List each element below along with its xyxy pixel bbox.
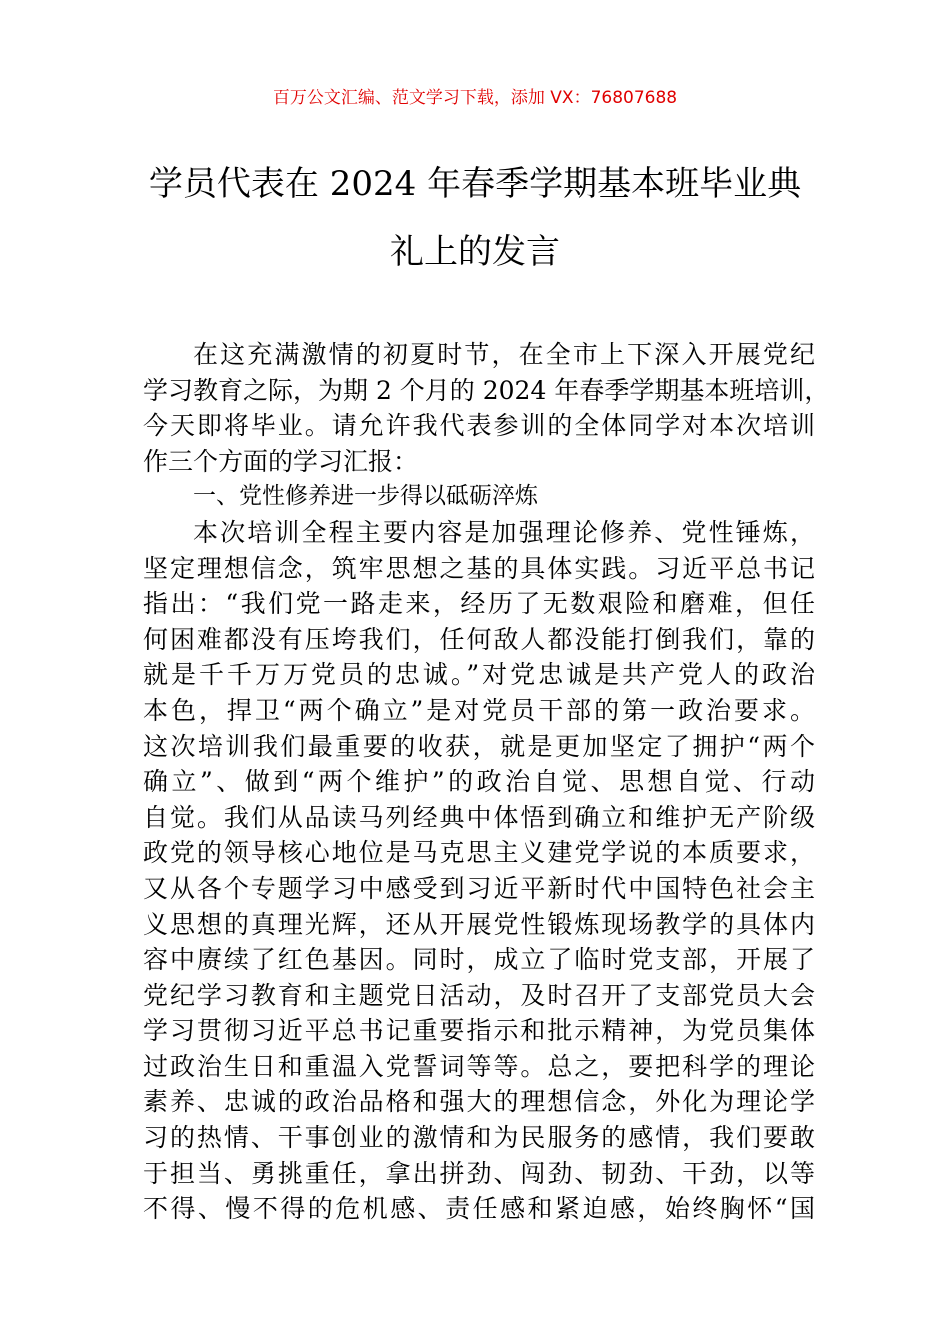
watermark-text: 百万公文汇编、范文学习下载，添加 VX：76807688 bbox=[272, 88, 678, 108]
text-line: 过政治生日和重温入党誓词等等。总之，要把科学的理论 bbox=[143, 1051, 815, 1081]
text-line: 不得、慢不得的危机感、责任感和紧迫感，始终胸怀“国 bbox=[143, 1194, 815, 1224]
text-line: 作三个方面的学习汇报： bbox=[143, 446, 419, 476]
text-line: 又从各个专题学习中感受到习近平新时代中国特色社会主 bbox=[143, 873, 815, 903]
text-line: 容中赓续了红色基因。同时，成立了临时党支部，开展了 bbox=[143, 945, 815, 975]
document-title bbox=[120, 150, 830, 286]
text-line: 何困难都没有压垮我们，任何敌人都没能打倒我们，靠的 bbox=[143, 624, 815, 654]
text-line: 本色，捍卫“两个确立”是对党员干部的第一政治要求。 bbox=[143, 695, 815, 725]
text-line: 这次培训我们最重要的收获，就是更加坚定了拥护“两个 bbox=[143, 731, 815, 761]
title-line-2: 礼上的发言 bbox=[390, 232, 560, 272]
text-line: 学习贯彻习近平总书记重要指示和批示精神，为党员集体 bbox=[143, 1016, 815, 1046]
section-heading-1: 一、党性修养进一步得以砥砺淬炼 bbox=[193, 483, 538, 510]
text-line: 就是千千万万党员的忠诚。”对党忠诚是共产党人的政治 bbox=[143, 660, 815, 690]
text-line: 习的热情、干事创业的激情和为民服务的感情，我们要敢 bbox=[143, 1123, 815, 1153]
text-line: 素养、忠诚的政治品格和强大的理想信念，外化为理论学 bbox=[143, 1087, 815, 1117]
paragraph-section-1 bbox=[143, 515, 815, 1227]
text-line: 指出：“我们党一路走来，经历了无数艰险和磨难，但任 bbox=[143, 589, 815, 619]
title-line-1: 学员代表在 2024 年春季学期基本班毕业典 bbox=[148, 164, 802, 204]
text-line: 党纪学习教育和主题党日活动，及时召开了支部党员大会 bbox=[143, 980, 815, 1010]
text-line: 确立”、做到“两个维护”的政治自觉、思想自觉、行动 bbox=[143, 767, 815, 797]
text-line: 义思想的真理光辉，还从开展党性锻炼现场教学的具体内 bbox=[143, 909, 815, 939]
text-line: 在这充满激情的初夏时节，在全市上下深入开展党纪 bbox=[193, 340, 815, 369]
text-line: 学习教育之际，为期 2 个月的 2024 年春季学期基本班培训， bbox=[143, 375, 830, 405]
text-line: 今天即将毕业。请允许我代表参训的全体同学对本次培训 bbox=[143, 411, 815, 441]
text-line: 于担当、勇挑重任，拿出拼劲、闯劲、韧劲、干劲，以等 bbox=[143, 1158, 815, 1188]
text-line: 坚定理想信念，筑牢思想之基的具体实践。习近平总书记 bbox=[143, 553, 815, 583]
paragraph-intro bbox=[143, 337, 830, 479]
text-line: 自觉。我们从品读马列经典中体悟到确立和维护无产阶级 bbox=[143, 802, 815, 832]
text-line: 本次培训全程主要内容是加强理论修养、党性锤炼， bbox=[193, 517, 815, 547]
document-body bbox=[143, 337, 830, 1227]
text-line: 政党的领导核心地位是马克思主义建党学说的本质要求， bbox=[143, 838, 815, 868]
